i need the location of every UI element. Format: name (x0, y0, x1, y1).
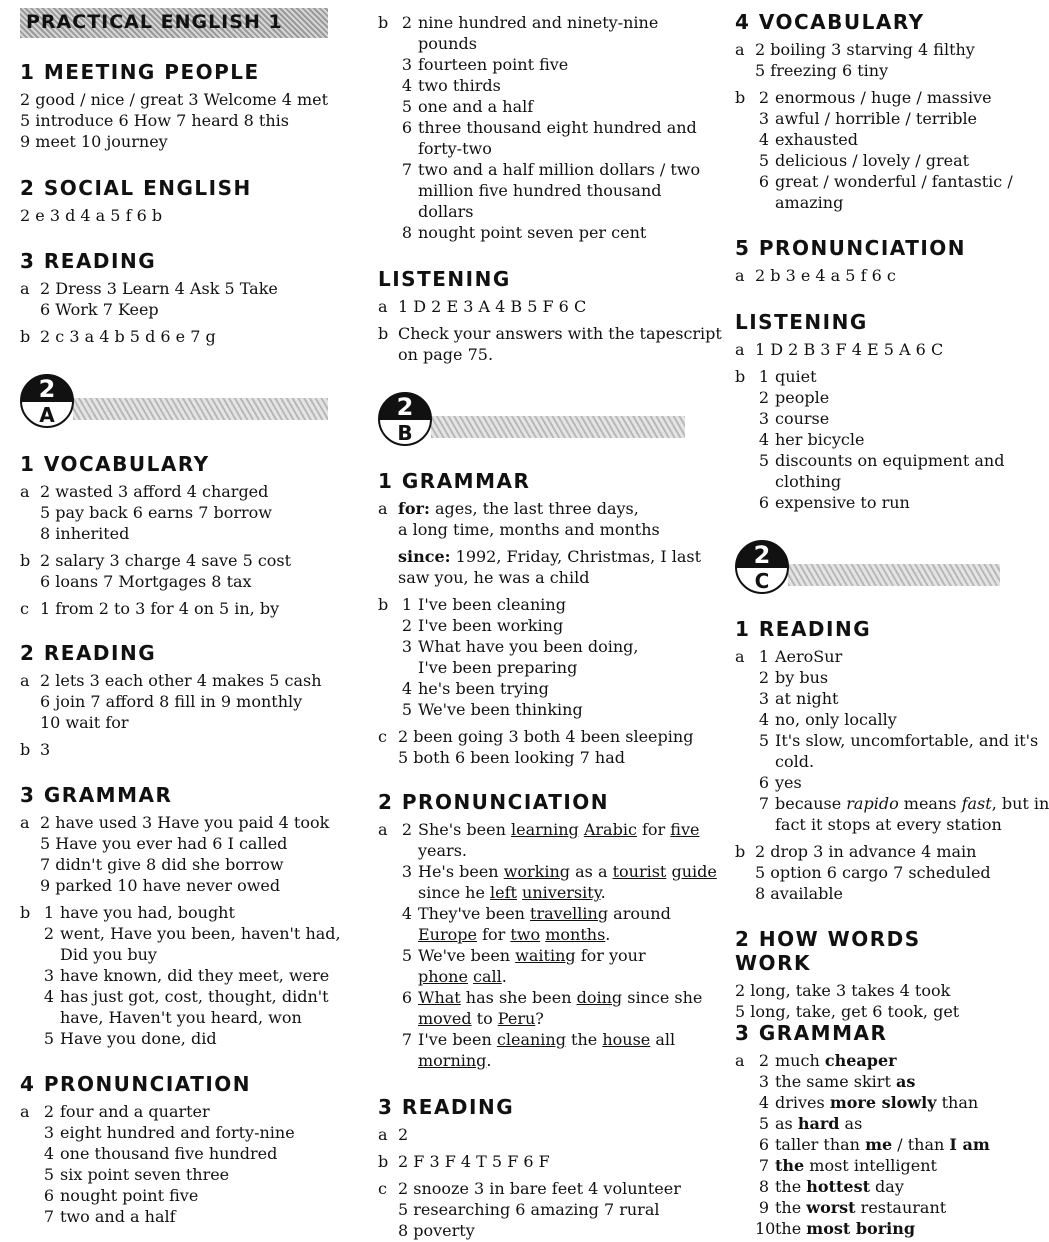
answer-line: 5 introduce 6 How 7 heard 8 this (20, 111, 289, 130)
section-heading: 1 GRAMMAR (378, 469, 531, 493)
answer-a-7: 7 because rapido means fast, but in (758, 794, 1049, 813)
answer-a-9: 9 the worst restaurant (758, 1198, 947, 1217)
answer-a-cont: 7 didn't give 8 did she borrow (40, 855, 284, 874)
answer-a-6: 6 nought point five (43, 1186, 199, 1205)
sentence-2-cont: years. (418, 841, 467, 860)
section-heading: LISTENING (378, 267, 511, 291)
reading-section (378, 1095, 693, 1241)
answer-b-4: 4 her bicycle (758, 430, 865, 449)
answer-a: a 2 b 3 e 4 a 5 f 6 c (735, 266, 896, 285)
answer-a-6: 6 yes (758, 773, 802, 792)
sentence-5: 5 We've been waiting for your (401, 946, 646, 965)
answer-a-cont: 6 Work 7 Keep (40, 300, 159, 319)
answer-a-3: 3 eight hundred and forty-nine (43, 1123, 295, 1142)
answer-line: 2 good / nice / great 3 Welcome 4 met (20, 90, 329, 109)
answer-c: c 2 snooze 3 in bare feet 4 volunteer (378, 1179, 681, 1198)
answer-a-cont: 5 freezing 6 tiny (755, 61, 889, 80)
answer-b-6: 6 expensive to run (758, 493, 910, 512)
answer-b-2: b 2 nine hundred and ninety-nine (378, 13, 659, 32)
answer-a-7-cont: fact it stops at every station (775, 815, 1002, 834)
answer-a-3: 3 at night (758, 689, 839, 708)
answer-a-cont: 6 join 7 afford 8 fill in 9 monthly (40, 692, 303, 711)
sentence-3: 3 He's been working as a tourist guide (401, 862, 717, 881)
pronunciation-section (735, 236, 1000, 286)
answer-b: b 3 (20, 740, 51, 759)
numbers-b-answers (378, 12, 701, 243)
pronunciation-section (378, 790, 717, 1071)
unit-badge-icon (20, 374, 74, 428)
answer-a-1: a 1 AeroSur (735, 647, 843, 666)
answer-b-8: 8 nought point seven per cent (401, 223, 647, 242)
answer-a-cont: 5 Have you ever had 6 I called (40, 834, 288, 853)
answer-a-4: 4 drives more slowly than (758, 1093, 979, 1112)
unit-2c-marker (735, 540, 1000, 593)
answer-a-since: since: 1992, Friday, Christmas, I last (398, 547, 702, 566)
answer-line: 9 meet 10 journey (20, 132, 168, 151)
unit-number: 2 (753, 541, 771, 569)
answer-b-2: 2 went, Have you been, haven't had, (43, 924, 341, 943)
answer-b-3: 3 awful / horrible / terrible (758, 109, 978, 128)
social-english-section (20, 176, 340, 226)
answer-a-5: 5 It's slow, uncomfortable, and it's (758, 731, 1039, 750)
unit-number: 2 (396, 393, 414, 421)
vocabulary-section (735, 10, 1013, 213)
grammar-section (735, 1021, 1000, 1239)
answer-a: a 2 wasted 3 afford 4 charged (20, 482, 269, 501)
answer-b-cont: 5 option 6 cargo 7 scheduled (755, 863, 991, 882)
answer-a-4: 4 no, only locally (758, 710, 897, 729)
answer-a: a 2 Dress 3 Learn 4 Ask 5 Take (20, 279, 278, 298)
answer-a: a 1 D 2 B 3 F 4 E 5 A 6 C (735, 340, 944, 359)
answer-b-2: 2 I've been working (401, 616, 564, 635)
sentence-6-cont: moved to Peru? (418, 1009, 544, 1028)
answer-b-3: 3 What have you been doing, (401, 637, 639, 656)
answer-b: b Check your answers with the tapescript (378, 324, 722, 343)
section-heading: LISTENING (735, 310, 868, 334)
answer-b-cont: 6 loans 7 Mortgages 8 tax (40, 572, 252, 591)
answer-a-7: 7 two and a half (43, 1207, 176, 1226)
answer-b-6: 6 three thousand eight hundred and (401, 118, 697, 137)
sentence-3-cont: since he left university. (418, 883, 606, 902)
unit-badge-icon (378, 392, 432, 446)
sentence-2: a 2 She's been learning Arabic for five (378, 820, 700, 839)
answer-b-7-cont: dollars (418, 202, 474, 221)
answer-b-6: 6 great / wonderful / fantastic / (758, 172, 1013, 191)
answer-a-for-cont: a long time, months and months (398, 520, 660, 539)
answer-b-7: 7 two and a half million dollars / two (401, 160, 701, 179)
grammar-section (20, 783, 340, 1049)
answer-a-10: 10 the most boring (755, 1219, 916, 1238)
answer-b-7-cont: million five hundred thousand (418, 181, 662, 200)
answer-b-1: b 1 I've been cleaning (378, 595, 566, 614)
answer-c: c 2 been going 3 both 4 been sleeping (378, 727, 694, 746)
how-words-work-section (735, 927, 1000, 1022)
section-heading: 1 READING (735, 617, 872, 641)
unit-letter: A (39, 403, 55, 427)
answer-b-cont: 8 available (755, 884, 843, 903)
answer-line: 5 long, take, get 6 took, get (735, 1002, 960, 1021)
answer-c-cont: 5 both 6 been looking 7 had (398, 748, 625, 767)
sentence-6: 6 What has she been doing since she (401, 988, 703, 1007)
answer-b-3: 3 have known, did they meet, were (43, 966, 330, 985)
answer-b-3: 3 course (758, 409, 830, 428)
answer-b-5: 5 one and a half (401, 97, 534, 116)
grammar-section (378, 469, 702, 768)
listening-section (735, 310, 1005, 513)
answer-a-2: a 2 four and a quarter (20, 1102, 210, 1121)
sentence-7-cont: morning. (418, 1051, 492, 1070)
section-heading: 2 HOW WORDS WORK (735, 927, 921, 975)
sentence-4-cont: Europe for two months. (418, 925, 611, 944)
answer-b-5: 5 We've been thinking (401, 700, 583, 719)
section-heading: 3 READING (20, 249, 157, 273)
answer-b-2: b 2 enormous / huge / massive (735, 88, 992, 107)
answer-a-cont: 8 inherited (40, 524, 130, 543)
answer-b-1: b 1 quiet (735, 367, 817, 386)
answer-b-3: 3 fourteen point five (401, 55, 569, 74)
answer-a: a 2 have used 3 Have you paid 4 took (20, 813, 330, 832)
answer-b-5-cont: clothing (775, 472, 842, 491)
unit-letter: C (754, 569, 770, 593)
answer-b-4: 4 two thirds (401, 76, 501, 95)
answer-b: b 2 salary 3 charge 4 save 5 cost (20, 551, 292, 570)
answer-a-2: 2 by bus (758, 668, 829, 687)
answer-b-cont: on page 75. (398, 345, 494, 364)
unit-badge-icon (735, 540, 789, 594)
answer-c-cont: 5 researching 6 amazing 7 rural (398, 1200, 660, 1219)
answer-b-4-cont: have, Haven't you heard, won (60, 1008, 302, 1027)
answer-a-4: 4 one thousand five hundred (43, 1144, 278, 1163)
reading-section (20, 249, 340, 347)
section-heading: 1 VOCABULARY (20, 452, 210, 476)
answer-a: a 2 lets 3 each other 4 makes 5 cash (20, 671, 322, 690)
answer-a-cont: 10 wait for (40, 713, 129, 732)
answer-a-since-cont: saw you, he was a child (398, 568, 590, 587)
section-heading: 2 PRONUNCIATION (378, 790, 610, 814)
section-heading: 3 READING (378, 1095, 515, 1119)
answer-b-5: 5 discounts on equipment and (758, 451, 1005, 470)
sentence-7: 7 I've been cleaning the house all (401, 1030, 676, 1049)
answer-a-3: 3 the same skirt as (758, 1072, 916, 1091)
answer-a-5-cont: cold. (775, 752, 815, 771)
answer-b-2: 2 people (758, 388, 830, 407)
answer-a-5: 5 as hard as (758, 1114, 863, 1133)
answer-b-1: b 1 have you had, bought (20, 903, 235, 922)
unit-number: 2 (38, 375, 56, 403)
unit-2a-marker (20, 374, 328, 427)
banner-title: PRACTICAL ENGLISH 1 (26, 11, 283, 33)
answer-b: b 2 F 3 F 4 T 5 F 6 F (378, 1152, 550, 1171)
section-heading: 4 PRONUNCIATION (20, 1072, 252, 1096)
answer-a-7: 7 the most intelligent (758, 1156, 937, 1175)
answer-a: a 2 boiling 3 starving 4 filthy (735, 40, 975, 59)
sentence-5-cont: phone call. (418, 967, 507, 986)
answer-a-5: 5 six point seven three (43, 1165, 230, 1184)
answer-line: 2 long, take 3 takes 4 took (735, 981, 951, 1000)
sentence-4: 4 They've been travelling around (401, 904, 671, 923)
answer-b-2-cont: pounds (418, 34, 477, 53)
answer-b-5: 5 delicious / lovely / great (758, 151, 970, 170)
section-heading: 4 VOCABULARY (735, 10, 925, 34)
vocabulary-section (20, 452, 340, 619)
meeting-people-section (20, 60, 340, 152)
answer-c: c 1 from 2 to 3 for 4 on 5 in, by (20, 599, 280, 618)
answer-a: a 1 D 2 E 3 A 4 B 5 F 6 C (378, 297, 587, 316)
answer-a: a 2 (378, 1125, 409, 1144)
section-heading: 1 MEETING PEOPLE (20, 60, 260, 84)
pronunciation-section (20, 1072, 340, 1227)
listening-section (378, 267, 722, 365)
answer-c-cont: 8 poverty (398, 1221, 475, 1240)
answer-b-3-cont: I've been preparing (418, 658, 578, 677)
answer-b-4: 4 exhausted (758, 130, 858, 149)
answer-b-4: 4 he's been trying (401, 679, 549, 698)
reading-2-section (20, 641, 340, 760)
answer-a-6: 6 taller than me / than I am (758, 1135, 990, 1154)
answer-b-6-cont: amazing (775, 193, 844, 212)
answer-a-2: a 2 much cheaper (735, 1051, 897, 1070)
unit-letter: B (397, 421, 413, 445)
answer-b-6-cont: forty-two (418, 139, 492, 158)
answer-a-cont: 9 parked 10 have never owed (40, 876, 281, 895)
section-heading: 5 PRONUNCIATION (735, 236, 967, 260)
section-heading: 3 GRAMMAR (20, 783, 173, 807)
answer-b-2-cont: Did you buy (60, 945, 157, 964)
answer-b: b 2 c 3 a 4 b 5 d 6 e 7 g (20, 327, 216, 346)
answer-a-8: 8 the hottest day (758, 1177, 904, 1196)
section-heading: 3 GRAMMAR (735, 1021, 888, 1045)
practical-english-banner (20, 8, 328, 38)
answer-b: b 2 drop 3 in advance 4 main (735, 842, 977, 861)
unit-2b-marker (378, 392, 685, 445)
section-heading: 2 READING (20, 641, 157, 665)
answer-a-cont: 5 pay back 6 earns 7 borrow (40, 503, 272, 522)
reading-section (735, 617, 1049, 904)
answer-line: 2 e 3 d 4 a 5 f 6 b (20, 206, 163, 225)
answer-a-for: a for: ages, the last three days, (378, 499, 639, 518)
answer-b-5: 5 Have you done, did (43, 1029, 217, 1048)
answer-b-4: 4 has just got, cost, thought, didn't (43, 987, 329, 1006)
section-heading: 2 SOCIAL ENGLISH (20, 176, 252, 200)
